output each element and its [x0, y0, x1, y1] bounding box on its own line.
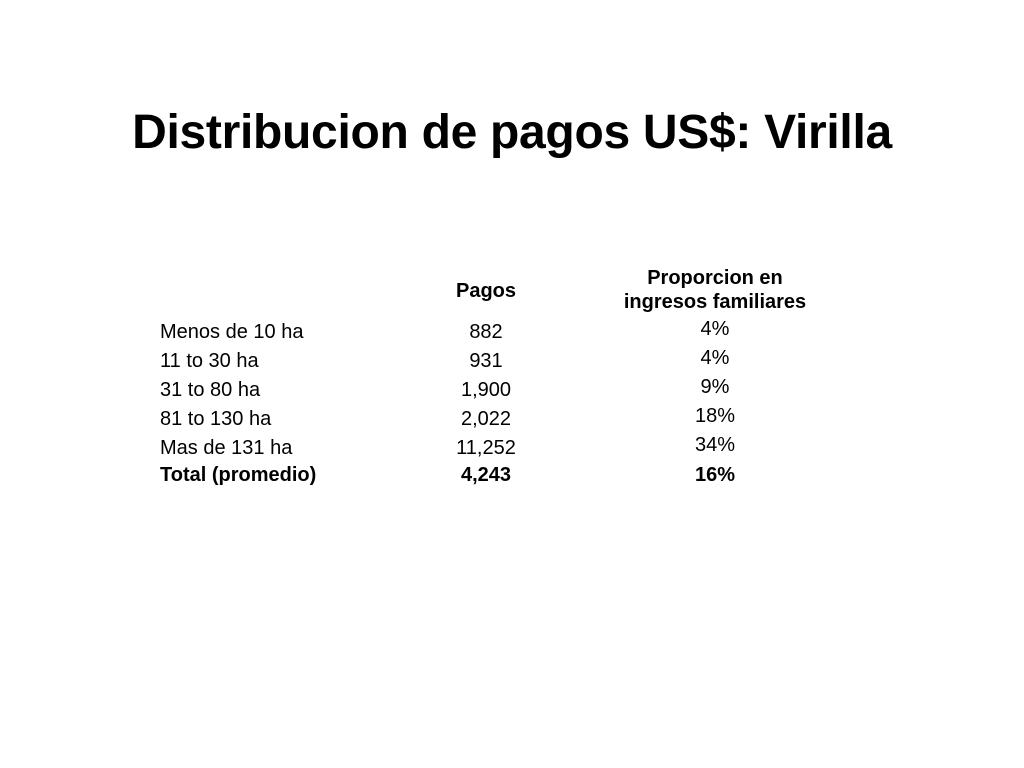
- row-label: 81 to 130 ha: [160, 408, 272, 430]
- column-header-proporcion-line2: ingresos familiares: [623, 291, 807, 313]
- column-header-pagos: Pagos: [455, 280, 517, 302]
- payments-table: [160, 262, 880, 486]
- table-row: [160, 347, 880, 375]
- total-pagos: 4,243: [460, 464, 512, 486]
- table-total-row: [160, 461, 880, 489]
- row-proporcion: 9%: [700, 376, 730, 398]
- row-proporcion: 4%: [700, 347, 730, 369]
- row-label: 31 to 80 ha: [160, 379, 261, 401]
- row-proporcion: 18%: [694, 405, 736, 427]
- total-label: Total (promedio): [160, 464, 317, 486]
- table-row: [160, 434, 880, 462]
- row-proporcion: 4%: [700, 318, 730, 340]
- table-row: [160, 405, 880, 433]
- column-header-proporcion-line1: Proporcion en: [647, 267, 783, 289]
- slide-title: Distribucion de pagos US$: Virilla: [132, 106, 892, 159]
- row-label: Mas de 131 ha: [160, 437, 293, 459]
- row-pagos: 882: [469, 321, 503, 343]
- table-row: [160, 318, 880, 346]
- row-pagos: 11,252: [456, 437, 516, 459]
- table-row: [160, 376, 880, 404]
- total-proporcion: 16%: [694, 464, 736, 486]
- row-pagos: 931: [469, 350, 503, 372]
- column-header-proporcion: [580, 266, 850, 314]
- row-pagos: 2,022: [460, 408, 512, 430]
- table-header-row: [160, 262, 880, 318]
- row-pagos: 1,900: [460, 379, 512, 401]
- row-proporcion: 34%: [694, 434, 736, 456]
- row-label: 11 to 30 ha: [160, 350, 259, 372]
- row-label: Menos de 10 ha: [160, 321, 304, 343]
